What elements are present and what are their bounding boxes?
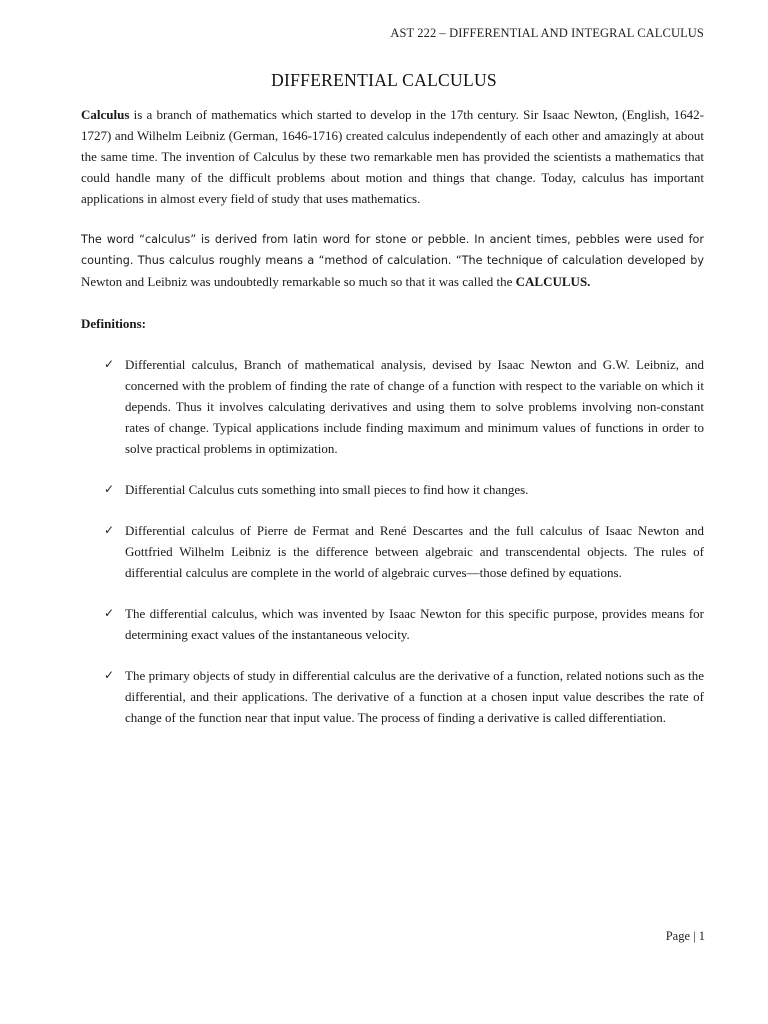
checkmark-icon: ✓ [104,357,115,371]
list-item-text: Differential calculus of Pierre de Fermat and René Descartes and the full calculus of Isaac Newton and Gottfried Wilhelm Leibniz is the difference between algebraic and transcendental objects. The rules of differential calculus are complete in the world of algebraic curves—those defined by equations. [125,523,704,580]
list-item-text: The primary objects of study in differential calculus are the derivative of a function, related notions such as the differential, and their applications. The derivative of a function at a chosen input value describes the rate of change of the function near that input value. The process of finding a derivative is called differentiation. [125,668,704,725]
list-item [81,665,704,728]
origin-bold-term: CALCULUS. [515,274,591,289]
list-item-text: The differential calculus, which was invented by Isaac Newton for this specific purpose, provides means for determining exact values of the instantaneous velocity. [125,606,704,642]
list-item [81,354,704,459]
checkmark-icon: ✓ [104,482,115,496]
list-item [81,479,704,500]
origin-text-sans: The word “calculus” is derived from latin word for stone or pebble. In ancient times, pebbles were used for counting. Thus calculus roughly means a “method of calculation. “The technique of calculation developed by [81,233,704,267]
origin-paragraph [81,229,704,293]
list-item [81,603,704,645]
definitions-list [81,354,704,728]
definitions-heading: Definitions: [81,316,146,331]
intro-text: is a branch of mathematics which started to develop in the 17th century. Sir Isaac Newton, (English, 1642-1727) and Wilhelm Leibniz (German, 1646-1716) created calculus independently of each other and amazingly at about the same time. The invention of Calculus by these two remarkable men has provided the scientists a mathematics that could handle many of the difficult problems about motion and things that change. Today, calculus has important applications in almost every field of study that uses mathematics. [81,107,704,206]
list-item-text: Differential calculus, Branch of mathematical analysis, devised by Isaac Newton and G.W. Leibniz, and concerned with the problem of finding the rate of change of a function with respect to the variable on which it depends. Thus it involves calculating derivatives and using them to solve problems involving non-constant rates of change. Typical applications include finding maximum and minimum values of functions in order to solve practical problems in optimization. [125,357,704,456]
document-body [81,104,704,748]
checkmark-icon: ✓ [104,523,115,537]
page-title: DIFFERENTIAL CALCULUS [271,70,497,90]
intro-bold-term: Calculus [81,107,130,122]
page-number: Page | 1 [665,929,705,943]
list-item [81,520,704,583]
running-header: AST 222 – DIFFERENTIAL AND INTEGRAL CALCULUS [390,26,704,40]
intro-paragraph [81,104,704,209]
origin-text-serif: Newton and Leibniz was undoubtedly remarkable so much so that it was called the [81,274,516,289]
checkmark-icon: ✓ [104,668,115,682]
checkmark-icon: ✓ [104,606,115,620]
list-item-text: Differential Calculus cuts something into small pieces to find how it changes. [125,482,529,497]
